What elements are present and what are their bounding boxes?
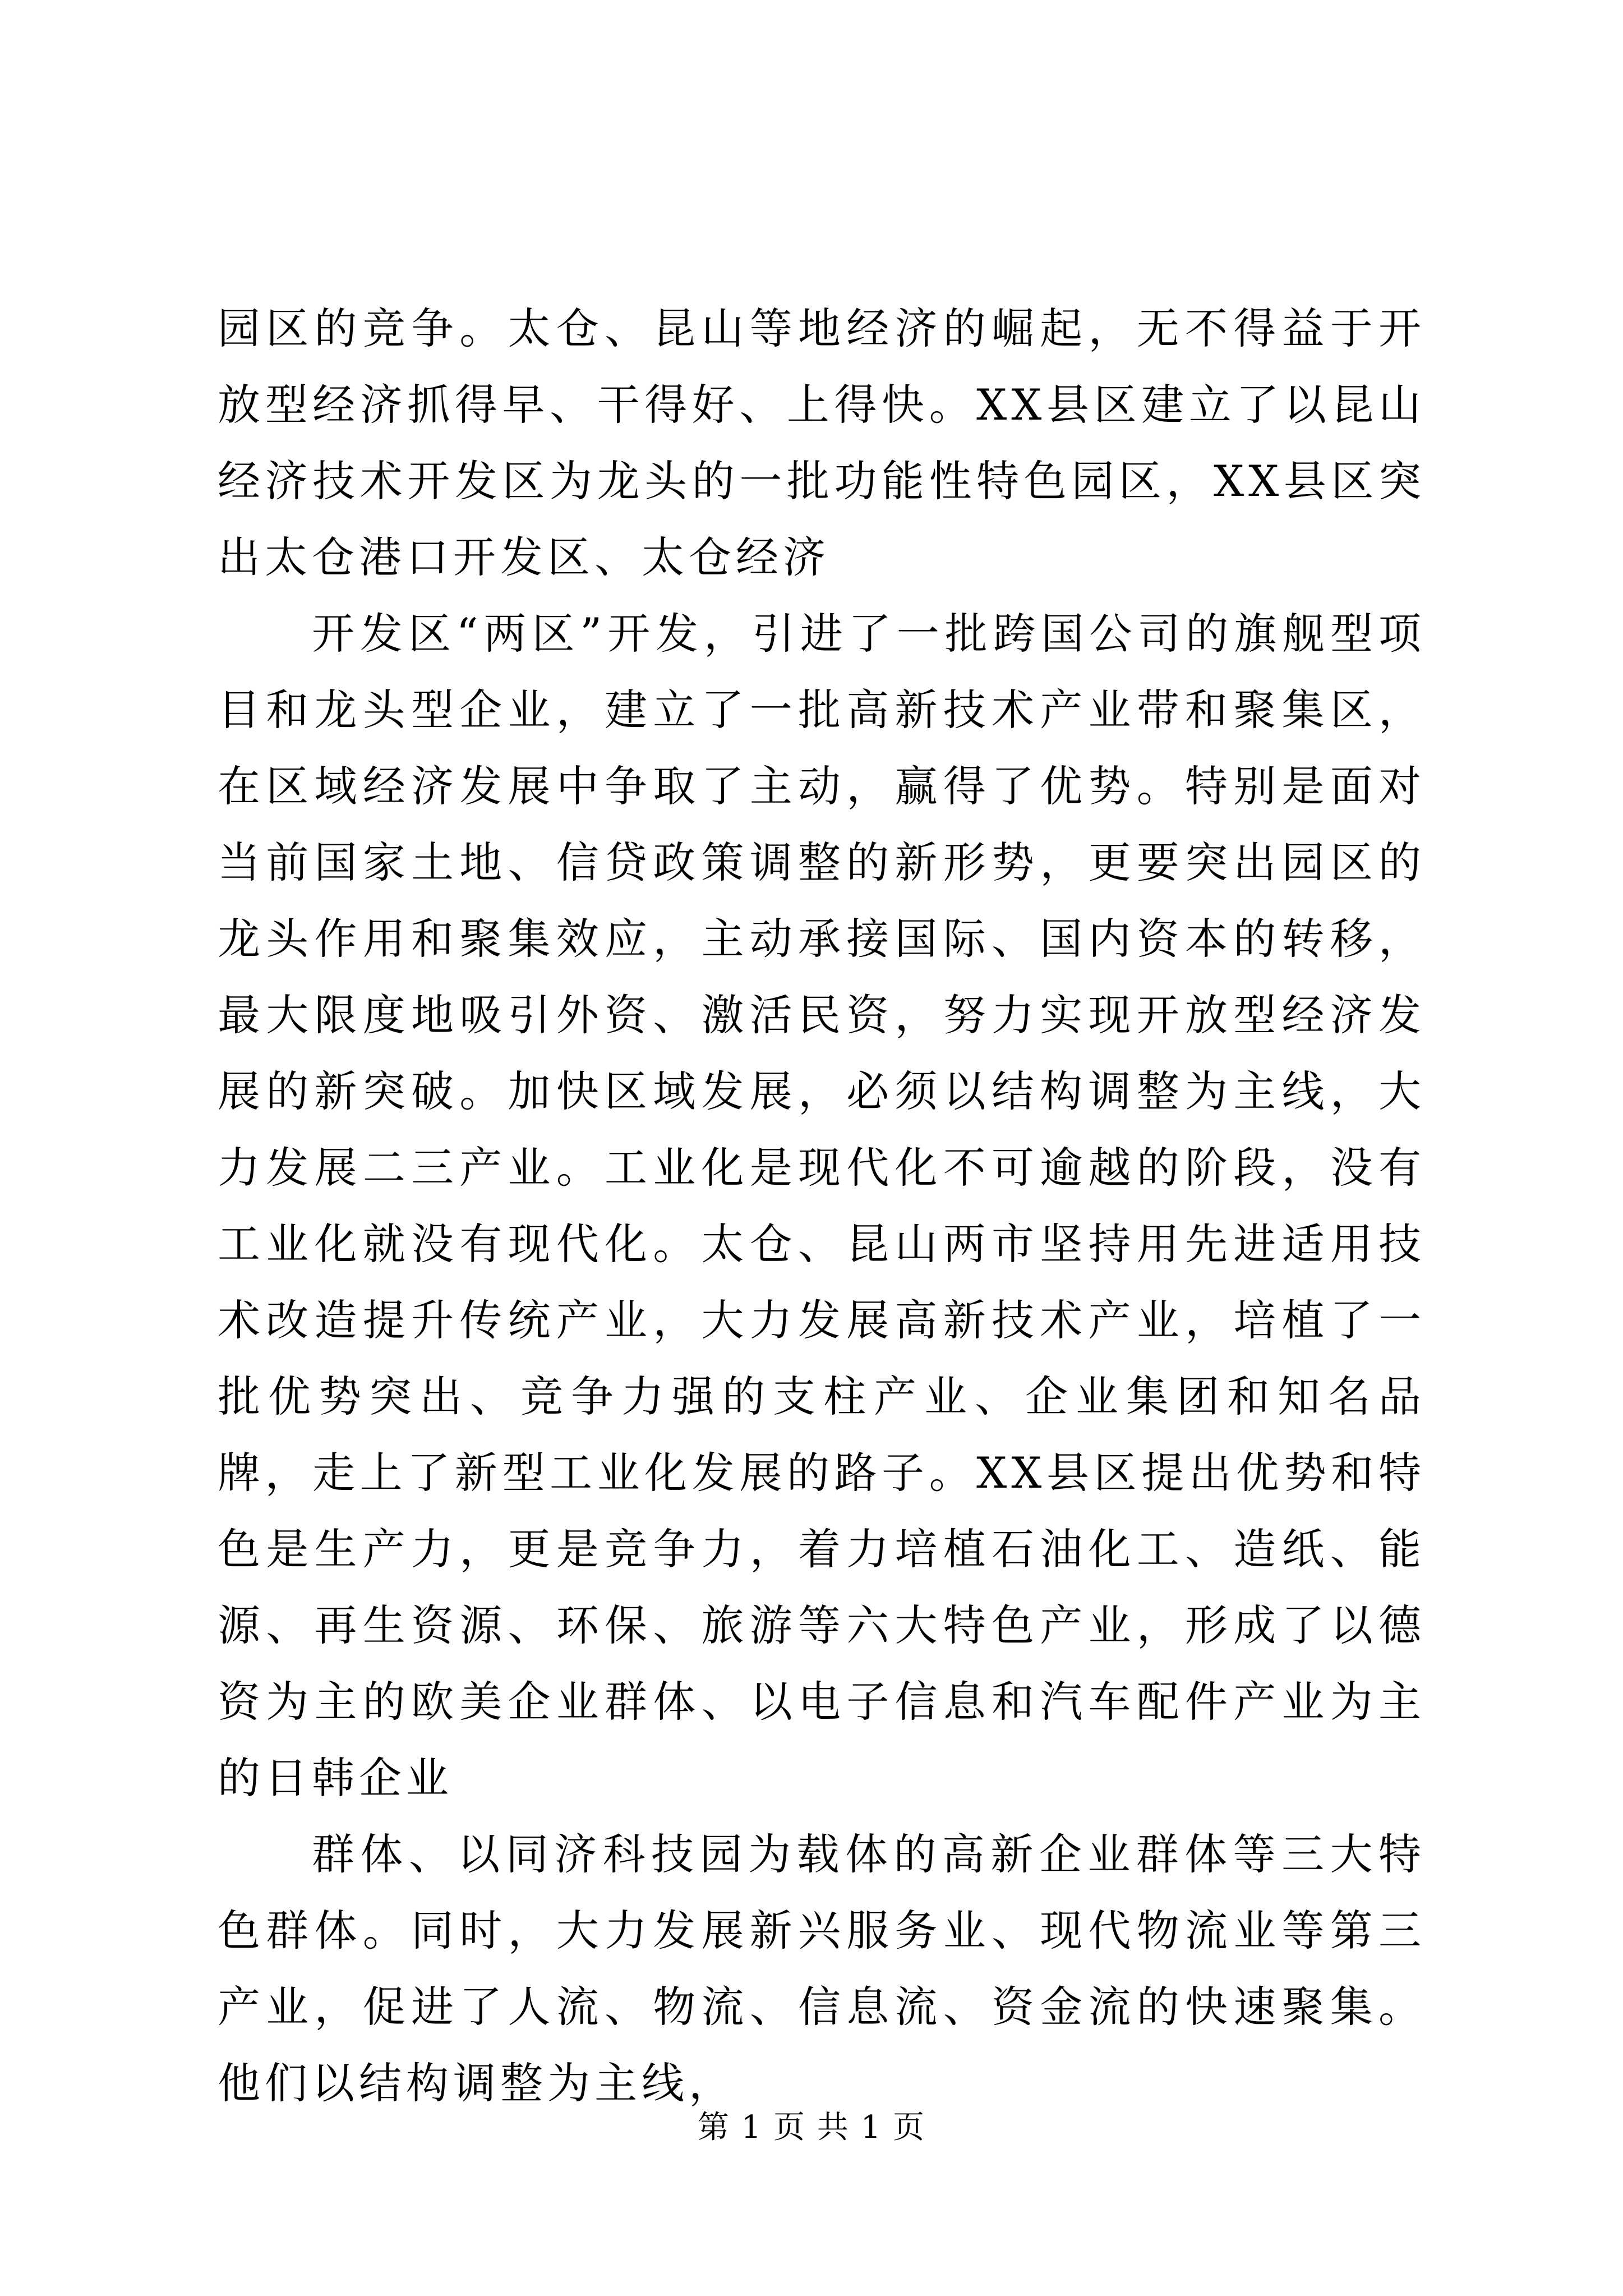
- paragraph-2: 开发区“两区”开发，引进了一批跨国公司的旗舰型项目和龙头型企业，建立了一批高新技术产业带和聚集区，在区域经济发展中争取了主动，赢得了优势。特别是面对当前国家土地、信贷政策调整的新形势，更要突出园区的龙头作用和聚集效应，主动承接国际、国内资本的转移，最大限度地吸引外资、激活民资，努力实现开放型经济发展的新突破。加快区域发展，必须以结构调整为主线，大力发展二三产业。工业化是现代化不可逾越的阶段，没有工业化就没有现代化。太仓、昆山两市坚持用先进适用技术改造提升传统产业，大力发展高新技术产业，培植了一批优势突出、竞争力强的支柱产业、企业集团和知名品牌，走上了新型工业化发展的路子。XX县区提出优势和特色是生产力，更是竞争力，着力培植石油化工、造纸、能源、再生资源、环保、旅游等六大特色产业，形成了以德资为主的欧美企业群体、以电子信息和汽车配件产业为主的日韩企业: [218, 609, 1426, 1803]
- paragraph-1: 园区的竞争。太仓、昆山等地经济的崛起，无不得益于开放型经济抓得早、干得好、上得快。XX县区建立了以昆山经济技术开发区为龙头的一批功能性特色园区，XX县区突出太仓港口开发区、太仓经济: [218, 303, 1426, 582]
- page-footer: 第 1 页 共 1 页: [697, 2109, 926, 2146]
- body-text: [218, 291, 1426, 2122]
- paragraph-3: 群体、以同济科技园为载体的高新企业群体等三大特色群体。同时，大力发展新兴服务业、现代物流业等第三产业，促进了人流、物流、信息流、资金流的快速聚集。他们以结构调整为主线，: [218, 1829, 1426, 2108]
